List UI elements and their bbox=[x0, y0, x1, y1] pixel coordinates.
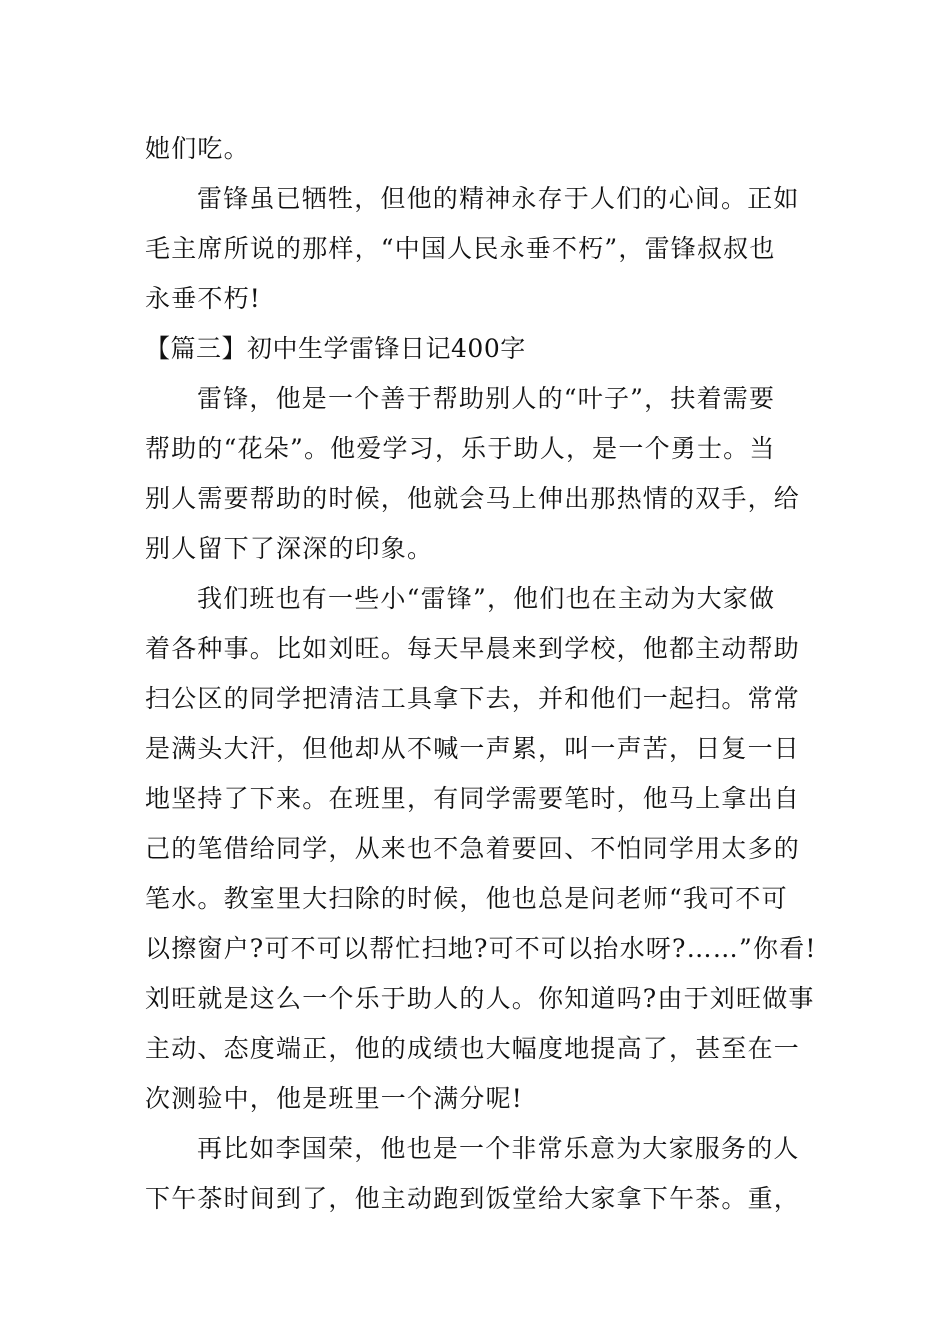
text-line: 地坚持了下来。在班里，有同学需要笔时，他马上拿出自 bbox=[145, 784, 801, 813]
text-line: 别人需要帮助的时候，他就会马上伸出那热情的双手，给 bbox=[145, 484, 801, 513]
text-line: 以擦窗户?可不可以帮忙扫地?可不可以抬水呀?……”你看! bbox=[145, 934, 817, 963]
paragraph-first-line: 我们班也有一些小“雷锋”，他们也在主动为大家做 bbox=[197, 584, 776, 613]
text-line: 主动、态度端正，他的成绩也大幅度地提高了，甚至在一 bbox=[145, 1034, 801, 1063]
text-line: 下午茶时间到了，他主动跑到饭堂给大家拿下午茶。重， bbox=[145, 1184, 801, 1213]
paragraph-first-line: 雷锋虽已牺牲，但他的精神永存于人们的心间。正如 bbox=[197, 184, 800, 213]
document-body bbox=[145, 124, 817, 1224]
text-line: 次测验中，他是班里一个满分呢! bbox=[145, 1084, 524, 1113]
text-line: 笔水。教室里大扫除的时候，他也总是问老师“我可不可 bbox=[145, 884, 788, 913]
text-line: 帮助的“花朵”。他爱学习，乐于助人，是一个勇士。当 bbox=[145, 434, 776, 463]
text-line: 着各种事。比如刘旺。每天早晨来到学校，他都主动帮助 bbox=[145, 634, 801, 663]
text-line: 别人留下了深深的印象。 bbox=[145, 534, 434, 563]
section-heading: 【篇三】初中生学雷锋日记400字 bbox=[145, 334, 526, 363]
text-line: 己的笔借给同学，从来也不急着要回、不怕同学用太多的 bbox=[145, 834, 801, 863]
paragraph-first-line: 再比如李国荣，他也是一个非常乐意为大家服务的人 bbox=[197, 1134, 800, 1163]
text-line: 永垂不朽! bbox=[145, 284, 262, 313]
text-line: 是满头大汗，但他却从不喊一声累，叫一声苦，日复一日 bbox=[145, 734, 801, 763]
text-line: 她们吃。 bbox=[145, 134, 250, 163]
paragraph-first-line: 雷锋，他是一个善于帮助别人的“叶子”，扶着需要 bbox=[197, 384, 776, 413]
text-line: 毛主席所说的那样，“中国人民永垂不朽”，雷锋叔叔也 bbox=[145, 234, 776, 263]
text-line: 扫公区的同学把清洁工具拿下去，并和他们一起扫。常常 bbox=[145, 684, 801, 713]
text-line: 刘旺就是这么一个乐于助人的人。你知道吗?由于刘旺做事 bbox=[145, 984, 815, 1013]
